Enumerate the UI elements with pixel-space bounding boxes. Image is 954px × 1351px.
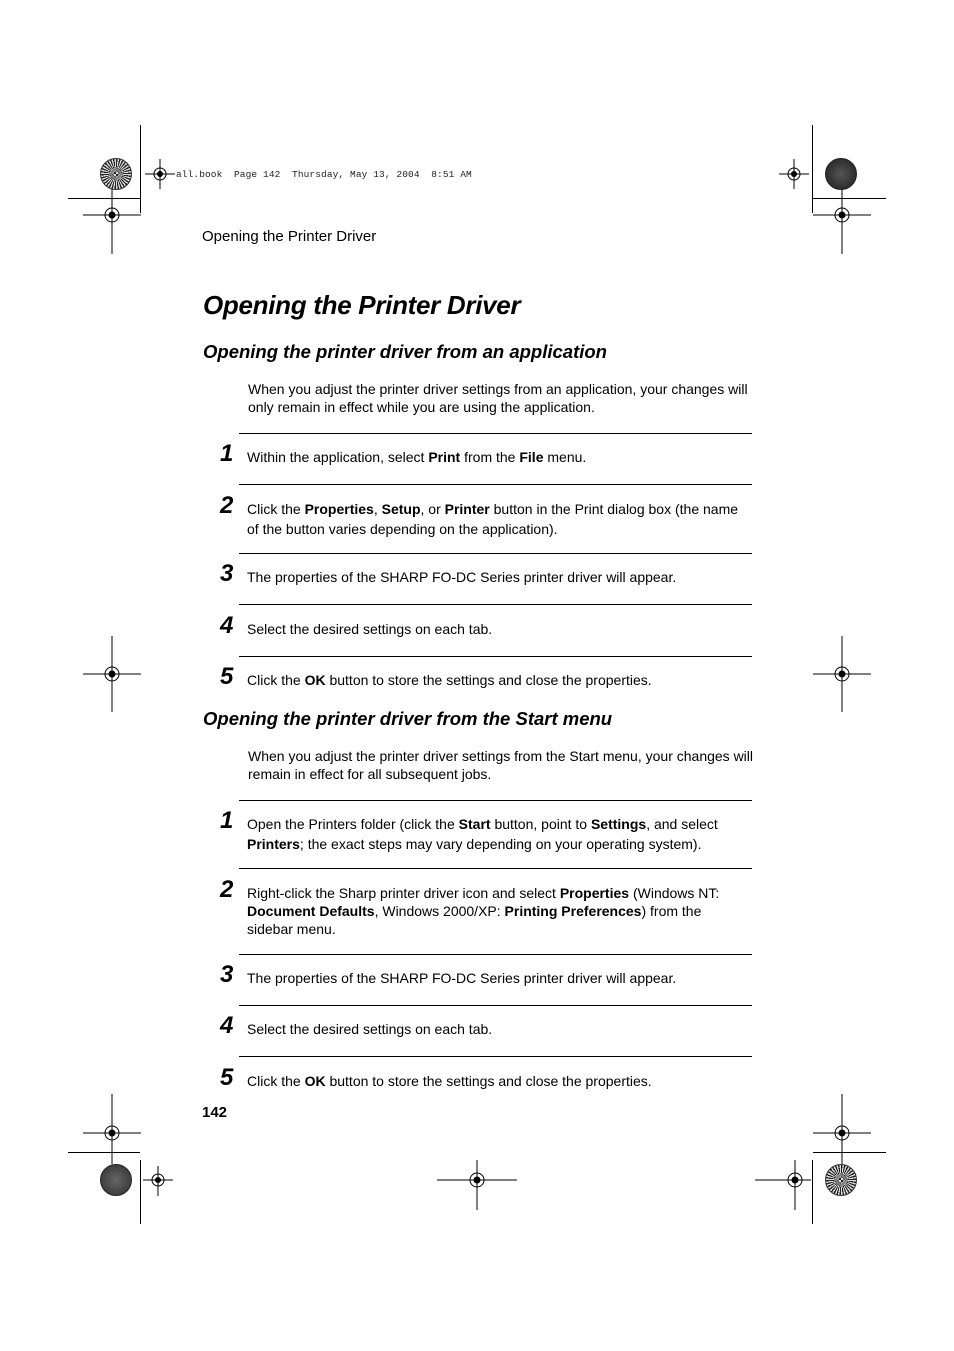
registration-mark-icon	[813, 186, 871, 254]
step-text: Click the OK button to store the settings and close the properties.	[247, 672, 652, 688]
step-number: 5	[220, 663, 234, 690]
star-target-icon	[825, 158, 857, 190]
step-text: Open the Printers folder (click the Start button, point to Settings, and select Printers; the exact steps may vary depending on your operating system).	[247, 816, 718, 852]
registration-mark-icon	[755, 1160, 811, 1210]
registration-mark-icon	[145, 159, 175, 189]
step-number: 4	[220, 1012, 234, 1039]
step-number: 1	[220, 440, 234, 467]
step-divider	[239, 484, 752, 485]
step-divider	[239, 553, 752, 554]
page-title: Opening the Printer Driver	[203, 290, 521, 320]
step-text: The properties of the SHARP FO-DC Series printer driver will appear.	[247, 970, 677, 986]
registration-mark-icon	[83, 636, 141, 712]
step-divider	[239, 433, 752, 434]
section-intro-start-menu: When you adjust the printer driver settings from the Start menu, your changes will remain in effect for all subsequent jobs.	[248, 748, 754, 782]
registration-mark-icon	[813, 1094, 871, 1164]
step-divider	[239, 868, 752, 869]
step-divider	[239, 954, 752, 955]
registration-mark-icon	[83, 186, 141, 254]
registration-mark-icon	[83, 1094, 141, 1164]
star-target-icon	[825, 1164, 857, 1196]
step-number: 1	[220, 807, 234, 834]
step-number: 2	[220, 876, 234, 903]
step-divider	[239, 604, 752, 605]
step-text: Select the desired settings on each tab.	[247, 1021, 493, 1037]
section-heading-application: Opening the printer driver from an application	[203, 341, 607, 362]
section-heading-start-menu: Opening the printer driver from the Start menu	[203, 708, 613, 729]
step-divider	[239, 800, 752, 801]
section-intro-application: When you adjust the printer driver settings from an application, your changes will only remain in effect while you are using the application.	[248, 381, 748, 415]
crop-mark	[812, 1160, 813, 1224]
step-text: Click the Properties, Setup, or Printer button in the Print dialog box (the name of the button varies depending on the application).	[247, 501, 739, 537]
step-text: Select the desired settings on each tab.	[247, 621, 493, 637]
step-text: Right-click the Sharp printer driver icon and select Properties (Windows NT: Document Defaults, Windows 2000/XP: Printing Preferences) from the sidebar menu.	[247, 885, 720, 937]
step-text: Within the application, select Print from the File menu.	[247, 449, 587, 465]
star-target-icon	[100, 1164, 132, 1196]
star-target-icon	[100, 158, 132, 190]
registration-mark-icon	[813, 636, 871, 712]
crop-mark	[140, 1160, 141, 1224]
step-number: 4	[220, 612, 234, 639]
registration-mark-icon	[437, 1160, 517, 1210]
step-text: The properties of the SHARP FO-DC Series printer driver will appear.	[247, 569, 677, 585]
step-number: 3	[220, 961, 234, 988]
step-number: 2	[220, 492, 234, 519]
step-text: Click the OK button to store the settings and close the properties.	[247, 1073, 652, 1089]
running-head: Opening the Printer Driver	[202, 228, 377, 245]
step-number: 5	[220, 1064, 234, 1091]
step-number: 3	[220, 560, 234, 587]
page-number: 142	[202, 1104, 228, 1121]
print-slug-line: all.book Page 142 Thursday, May 13, 2004 8:51 AM	[176, 169, 472, 180]
step-divider	[239, 1056, 752, 1057]
step-divider	[239, 656, 752, 657]
registration-mark-icon	[779, 159, 809, 189]
registration-mark-icon	[143, 1166, 173, 1196]
step-divider	[239, 1005, 752, 1006]
